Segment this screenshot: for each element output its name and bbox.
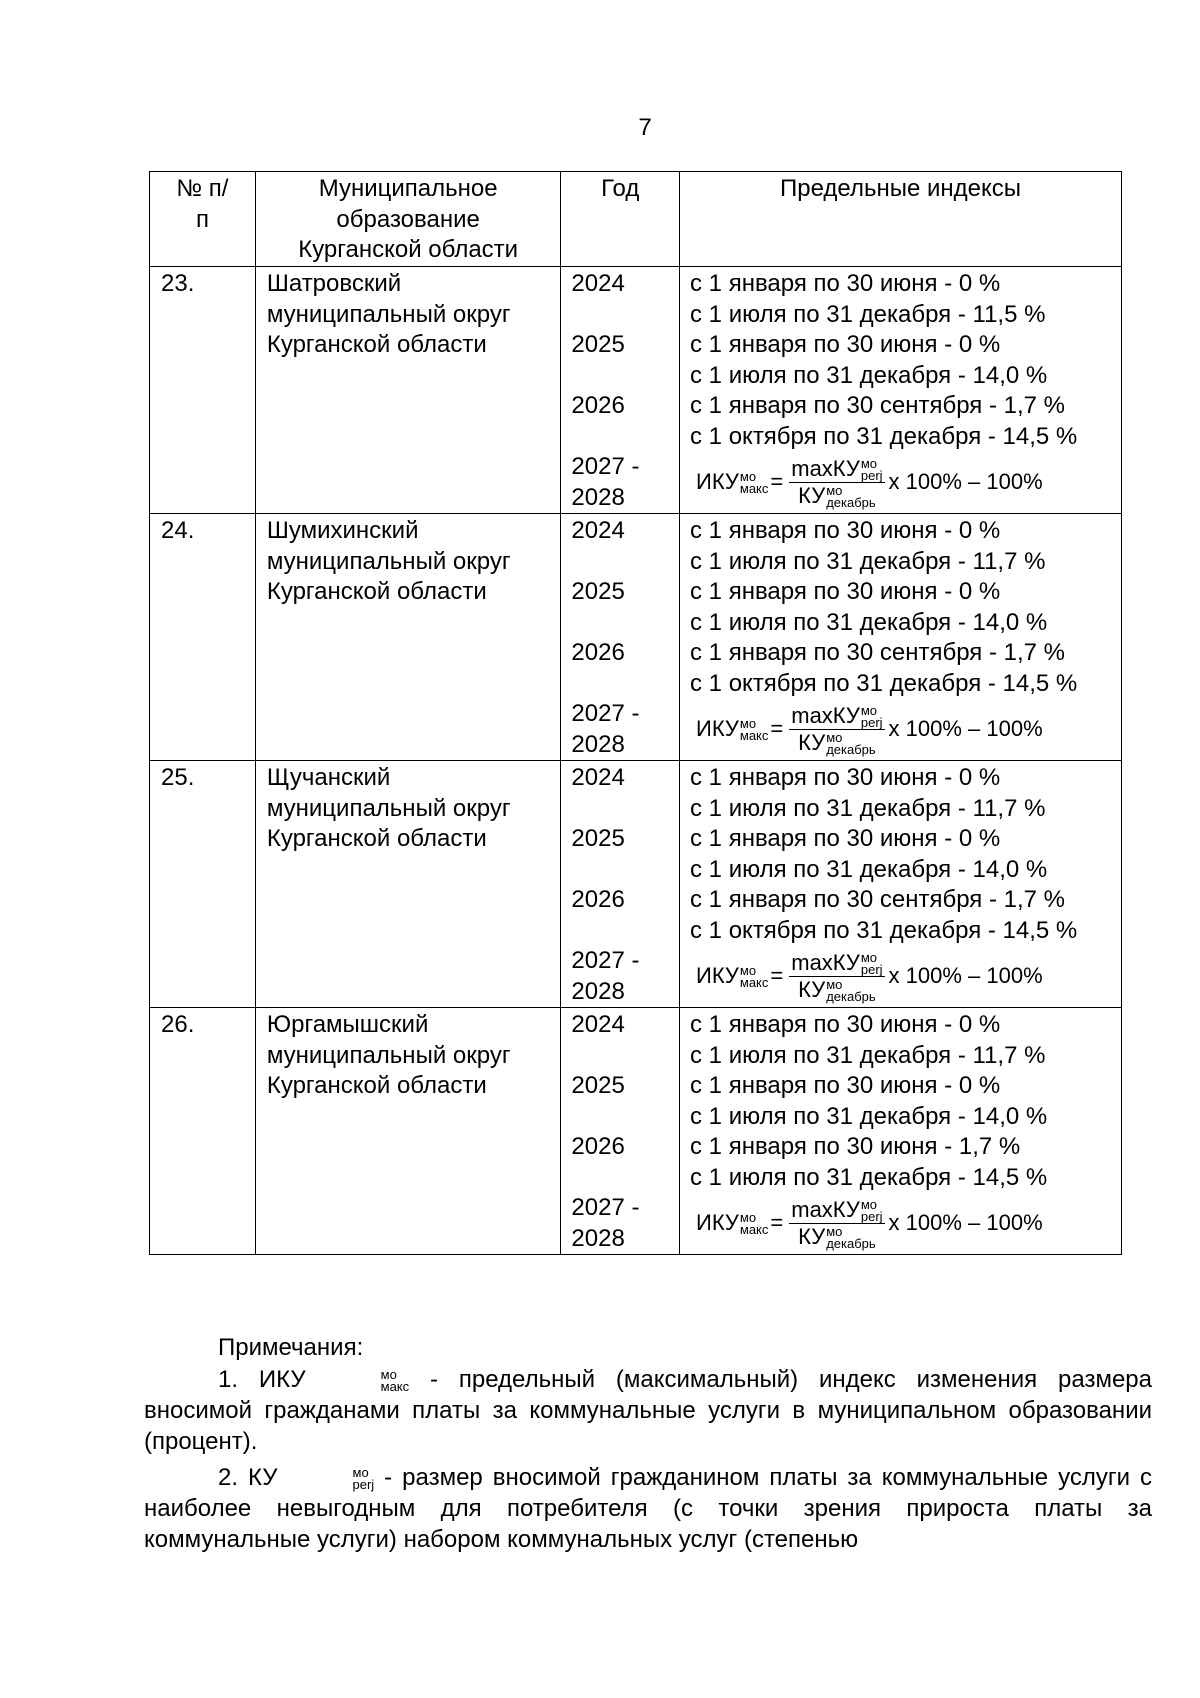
year-value: 2028 — [571, 977, 625, 1005]
header-indices: Предельные индексы — [680, 172, 1122, 267]
years-cell — [561, 1008, 680, 1255]
municipality-name — [255, 514, 561, 761]
municipality-line: Курганской области — [266, 331, 487, 358]
note2-text: - размер вносимой гражданином платы за коммунальные услуги с наиболее невыгодным для потребителя (с точки зрения прироста платы за коммунальные услуги) набором коммунальных услуг (степенью — [144, 1464, 1152, 1553]
formula-tail: x 100% – 100% — [888, 1210, 1043, 1236]
index-line: с 1 июля по 31 декабря - 14,5 % — [690, 1163, 1048, 1191]
year-value: 2027 - — [571, 947, 640, 974]
index-line: с 1 января по 30 июня - 0 % — [690, 331, 1001, 358]
index-line: с 1 января по 30 сентября - 1,7 % — [690, 639, 1066, 666]
index-line: с 1 января по 30 июня - 0 % — [690, 578, 1001, 605]
row-number: 25. — [150, 761, 256, 1008]
formula-lhs: ИКУ — [696, 716, 739, 742]
table-row — [150, 514, 1122, 761]
year-value: 2026 — [571, 886, 625, 913]
municipality-line: муниципальный округ — [266, 794, 511, 822]
year-value: 2025 — [571, 578, 625, 605]
year-spacer — [571, 669, 679, 700]
note1-prefix: 1. ИКУ — [218, 1366, 306, 1393]
year-value: 2024 — [571, 270, 625, 297]
formula-eq: = — [770, 469, 784, 495]
table-row — [150, 267, 1122, 514]
index-line: с 1 октября по 31 декабря - 14,5 % — [690, 422, 1078, 450]
index-line: с 1 января по 30 сентября - 1,7 % — [690, 886, 1066, 913]
index-line: с 1 января по 30 сентября - 1,7 % — [690, 392, 1066, 419]
index-line: с 1 июля по 31 декабря - 14,0 % — [690, 608, 1048, 636]
municipality-line: Юргамышский — [266, 1011, 429, 1038]
municipality-line: муниципальный округ — [266, 300, 511, 328]
year-value: 2024 — [571, 517, 625, 544]
year-value: 2028 — [571, 730, 625, 758]
header-municipality: Муниципальное образование Курганской области — [255, 172, 561, 267]
index-line: с 1 января по 30 июня - 0 % — [690, 1011, 1001, 1038]
formula-lhs: ИКУ — [696, 1210, 739, 1236]
year-value: 2025 — [571, 825, 625, 852]
year-value: 2025 — [571, 331, 625, 358]
formula-lhs-scripts: мо макс — [739, 962, 769, 990]
municipality-line: Шатровский — [266, 270, 402, 297]
header-num: № п/п — [150, 172, 256, 267]
indices-cell — [680, 761, 1122, 1008]
index-line: с 1 июля по 31 декабря - 14,0 % — [690, 1102, 1048, 1130]
formula-fraction: maxКУ мо perj КУ мо декабрь — [791, 702, 883, 758]
municipality-line: Щучанский — [266, 764, 391, 791]
year-value: 2026 — [571, 392, 625, 419]
municipality-name — [255, 1008, 561, 1255]
notes-title: Примечания: — [218, 1334, 364, 1361]
municipality-line: Курганской области — [266, 825, 487, 852]
year-spacer — [571, 916, 679, 947]
years-cell — [561, 514, 680, 761]
year-spacer — [571, 1041, 679, 1072]
indices-cell — [680, 267, 1122, 514]
index-line: с 1 июля по 31 декабря - 11,7 % — [690, 547, 1046, 575]
page-number: 7 — [638, 114, 652, 141]
year-value: 2027 - — [571, 453, 640, 480]
indices-cell — [680, 1008, 1122, 1255]
formula-lhs-scripts: мо макс — [739, 1209, 769, 1237]
formula-fraction: maxКУ мо perj КУ мо декабрь — [791, 949, 883, 1005]
index-line: с 1 октября по 31 декабря - 14,5 % — [690, 916, 1078, 944]
row-number: 23. — [150, 267, 256, 514]
year-value: 2028 — [571, 1224, 625, 1252]
years-cell — [561, 761, 680, 1008]
formula-fraction: maxКУ мо perj КУ мо декабрь — [791, 455, 883, 511]
municipality-line: Курганской области — [266, 1072, 487, 1099]
note2-prefix: 2. КУ — [218, 1464, 278, 1491]
row-number: 24. — [150, 514, 256, 761]
index-line: с 1 января по 30 июня - 0 % — [690, 825, 1001, 852]
year-spacer — [571, 794, 679, 825]
formula-lhs-scripts: мо макс — [739, 715, 769, 743]
year-spacer — [571, 855, 679, 886]
note-2: 2. КУ мо perj - размер вносимой гражданином платы за коммунальные услуги с наиболее невыгодным для потребителя (с точки зрения прироста платы за коммунальные услуги) набором коммунальных услуг (степенью — [144, 1464, 1152, 1553]
municipality-line: Курганской области — [266, 578, 487, 605]
index-line: с 1 января по 30 июня - 0 % — [690, 1072, 1001, 1099]
year-value: 2025 — [571, 1072, 625, 1099]
year-value: 2027 - — [571, 700, 640, 727]
year-spacer — [571, 547, 679, 578]
year-spacer — [571, 1102, 679, 1133]
formula — [696, 452, 1121, 513]
formula — [696, 1193, 1121, 1254]
index-line: с 1 октября по 31 декабря - 14,5 % — [690, 669, 1078, 697]
index-line: с 1 января по 30 июня - 0 % — [690, 270, 1001, 297]
year-value: 2028 — [571, 483, 625, 511]
table-row — [150, 761, 1122, 1008]
index-line: с 1 июля по 31 декабря - 14,0 % — [690, 855, 1048, 883]
formula-tail: x 100% – 100% — [888, 716, 1043, 742]
formula-eq: = — [770, 963, 784, 989]
note-1: 1. ИКУ мо макс - предельный (максимальный) индекс изменения размера вносимой гражданами платы за коммунальные услуги в муниципальном образовании (процент). — [144, 1366, 1152, 1455]
formula-lhs: ИКУ — [696, 469, 739, 495]
municipality-name — [255, 267, 561, 514]
municipality-line: муниципальный округ — [266, 1041, 511, 1069]
formula-eq: = — [770, 716, 784, 742]
year-spacer — [571, 608, 679, 639]
year-value: 2026 — [571, 1133, 625, 1160]
formula-lhs: ИКУ — [696, 963, 739, 989]
index-line: с 1 января по 30 июня - 1,7 % — [690, 1133, 1021, 1160]
index-line: с 1 июля по 31 декабря - 11,7 % — [690, 794, 1046, 822]
table-header-row — [150, 172, 1122, 267]
index-line: с 1 января по 30 июня - 0 % — [690, 764, 1001, 791]
formula — [696, 699, 1121, 760]
row-number: 26. — [150, 1008, 256, 1255]
municipality-line: муниципальный округ — [266, 547, 511, 575]
year-value: 2024 — [571, 1011, 625, 1038]
year-value: 2024 — [571, 764, 625, 791]
formula-fraction: maxКУ мо perj КУ мо декабрь — [791, 1196, 883, 1252]
note1-text: - предельный (максимальный) индекс изменения размера вносимой гражданами платы за коммунальные услуги в муниципальном образовании (процент). — [144, 1366, 1152, 1455]
formula-eq: = — [770, 1210, 784, 1236]
formula-lhs-scripts: мо макс — [739, 468, 769, 496]
year-spacer — [571, 300, 679, 331]
index-line: с 1 июля по 31 декабря - 11,7 % — [690, 1041, 1046, 1069]
year-spacer — [571, 1163, 679, 1194]
formula-tail: x 100% – 100% — [888, 963, 1043, 989]
years-cell — [561, 267, 680, 514]
municipality-name — [255, 761, 561, 1008]
year-spacer — [571, 422, 679, 453]
municipality-line: Шумихинский — [266, 517, 419, 544]
year-spacer — [571, 361, 679, 392]
formula-tail: x 100% – 100% — [888, 469, 1043, 495]
year-value: 2026 — [571, 639, 625, 666]
year-value: 2027 - — [571, 1194, 640, 1221]
table-row — [150, 1008, 1122, 1255]
header-year: Год — [561, 172, 680, 267]
indices-cell — [680, 514, 1122, 761]
indices-table — [149, 171, 1122, 1255]
index-line: с 1 июля по 31 декабря - 14,0 % — [690, 361, 1048, 389]
index-line: с 1 января по 30 июня - 0 % — [690, 517, 1001, 544]
formula — [696, 946, 1121, 1007]
index-line: с 1 июля по 31 декабря - 11,5 % — [690, 300, 1046, 328]
